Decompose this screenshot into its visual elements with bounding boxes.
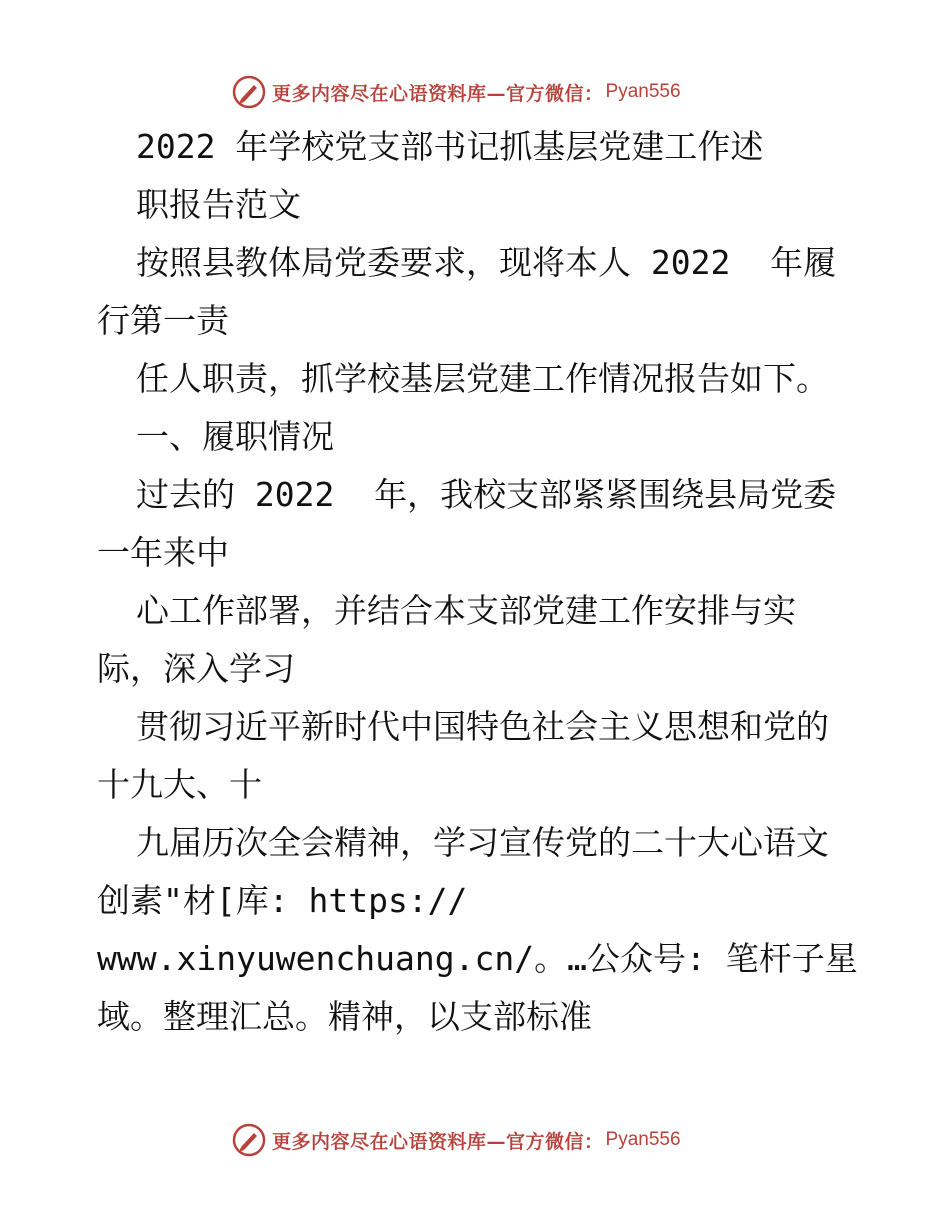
body-line: www.xinyuwenchuang.cn/。…公众号: 笔杆子星 — [97, 939, 858, 978]
watermark-footer — [232, 1120, 681, 1160]
body-line: 域。整理汇总。精神，以支部标准 — [97, 997, 592, 1036]
watermark-text: 更多内容尽在心语资料库—官方微信： — [272, 82, 604, 105]
body-line: 际，深入学习 — [97, 649, 295, 688]
watermark-text: 更多内容尽在心语资料库—官方微信： — [272, 1130, 604, 1153]
body-line: 贯彻习近平新时代中国特色社会主义思想和党的 — [136, 707, 829, 746]
pen-logo-icon — [232, 1123, 266, 1157]
body-line: 一年来中 — [97, 533, 229, 572]
body-line: 十九大、十 — [97, 765, 262, 804]
body-line: 行第一责 — [97, 301, 229, 340]
body-line: 九届历次全会精神，学习宣传党的二十大心语文 — [136, 823, 829, 862]
watermark-wechat-id: Pyan556 — [605, 1129, 681, 1150]
pen-logo-icon — [232, 75, 266, 109]
section-heading: 一、履职情况 — [136, 417, 334, 456]
body-line: 创素"材[库: https:// — [97, 881, 468, 920]
body-line: 任人职责，抓学校基层党建工作情况报告如下。 — [136, 359, 829, 398]
body-line: 按照县教体局党委要求，现将本人 2022 年履 — [136, 243, 837, 282]
document-title-line-1: 2022 年学校党支部书记抓基层党建工作述 — [136, 127, 764, 166]
body-line: 过去的 2022 年，我校支部紧紧围绕县局党委 — [136, 475, 837, 514]
watermark-header — [232, 72, 681, 112]
body-line: 心工作部署，并结合本支部党建工作安排与实 — [136, 591, 796, 630]
watermark-wechat-id: Pyan556 — [605, 81, 681, 102]
document-body — [97, 118, 867, 1046]
document-title-line-2: 职报告范文 — [136, 185, 301, 224]
